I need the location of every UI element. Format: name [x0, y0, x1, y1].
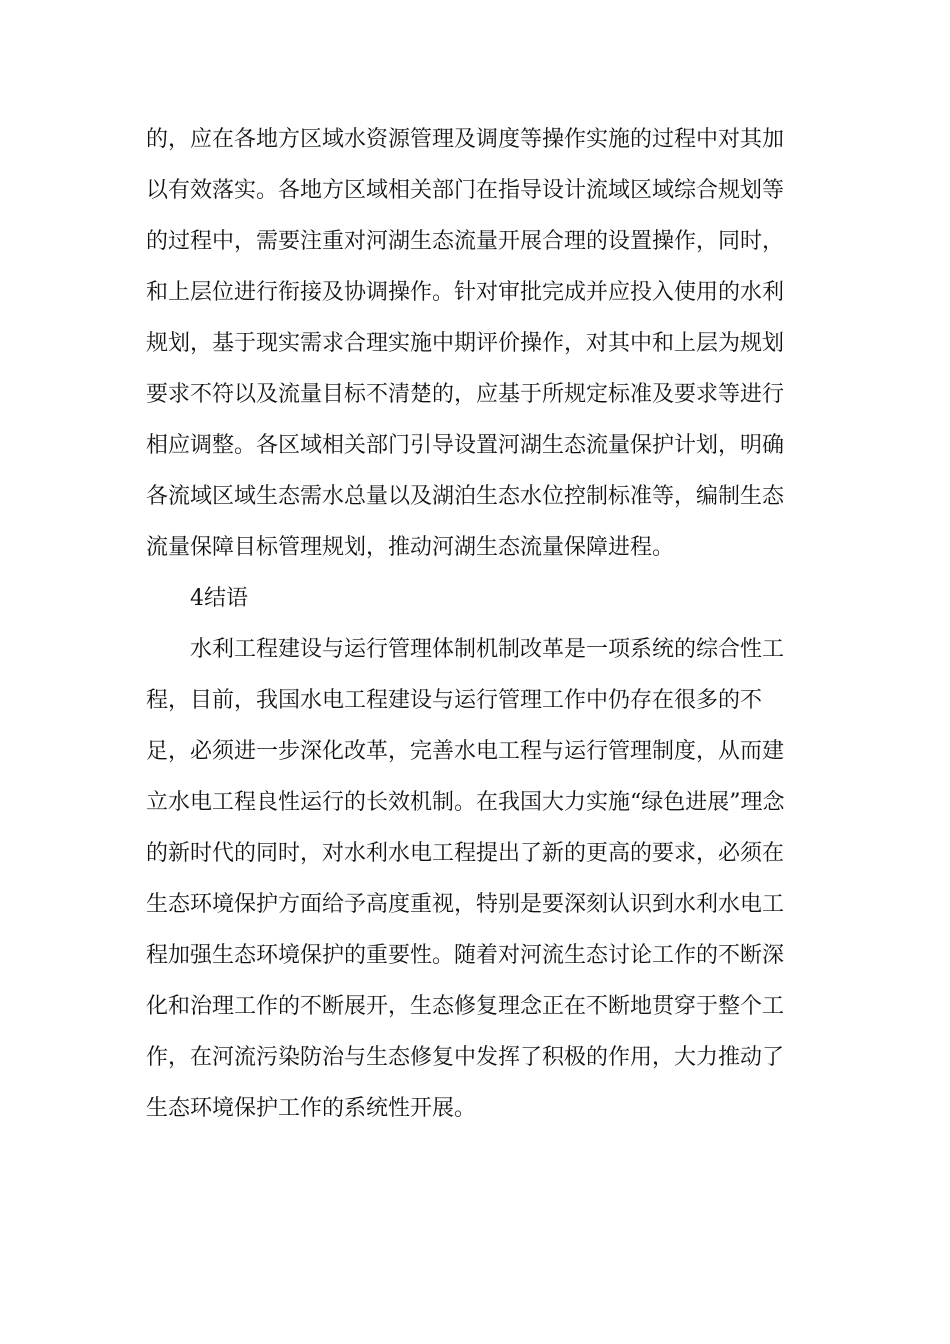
text-line: 立水电工程良性运行的长效机制。在我国大力实施“绿色进展”理念	[146, 790, 785, 815]
text-line: 要求不符以及流量目标不清楚的，应基于所规定标准及要求等进行	[146, 382, 785, 407]
text-line: 水利工程建设与运行管理体制机制改革是一项系统的综合性工	[190, 637, 785, 662]
text-line: 相应调整。各区域相关部门引导设置河湖生态流量保护计划，明确	[146, 433, 785, 458]
paragraph-2	[146, 624, 796, 1134]
text-line: 各流域区域生态需水总量以及湖泊生态水位控制标准等，编制生态	[146, 484, 785, 509]
text-line: 化和治理工作的不断展开，生态修复理念正在不断地贯穿于整个工	[146, 994, 785, 1019]
text-line: 作，在河流污染防治与生态修复中发挥了积极的作用，大力推动了	[146, 1045, 785, 1070]
text-line: 的，应在各地方区域水资源管理及调度等操作实施的过程中对其加	[146, 127, 785, 152]
text-line: 足，必须进一步深化改革，完善水电工程与运行管理制度，从而建	[146, 739, 785, 764]
paragraph-1	[146, 114, 796, 573]
text-line: 以有效落实。各地方区域相关部门在指导设计流域区域综合规划等	[146, 178, 785, 203]
text-line: 程加强生态环境保护的重要性。随着对河流生态讨论工作的不断深	[146, 943, 785, 968]
text-line: 生态环境保护工作的系统性开展。	[146, 1096, 477, 1121]
section-heading: 4结语	[190, 586, 248, 611]
text-line: 和上层位进行衔接及协调操作。针对审批完成并应投入使用的水利	[146, 280, 785, 305]
text-line: 流量保障目标管理规划，推动河湖生态流量保障进程。	[146, 535, 675, 560]
text-line: 的新时代的同时，对水利水电工程提出了新的更高的要求，必须在	[146, 841, 785, 866]
text-line: 生态环境保护方面给予高度重视，特别是要深刻认识到水利水电工	[146, 892, 785, 917]
text-line: 程，目前，我国水电工程建设与运行管理工作中仍存在很多的不	[146, 688, 763, 713]
text-line: 规划，基于现实需求合理实施中期评价操作，对其中和上层为规划	[146, 331, 785, 356]
document-body	[146, 114, 796, 1134]
text-line: 的过程中，需要注重对河湖生态流量开展合理的设置操作，同时，	[146, 229, 785, 254]
